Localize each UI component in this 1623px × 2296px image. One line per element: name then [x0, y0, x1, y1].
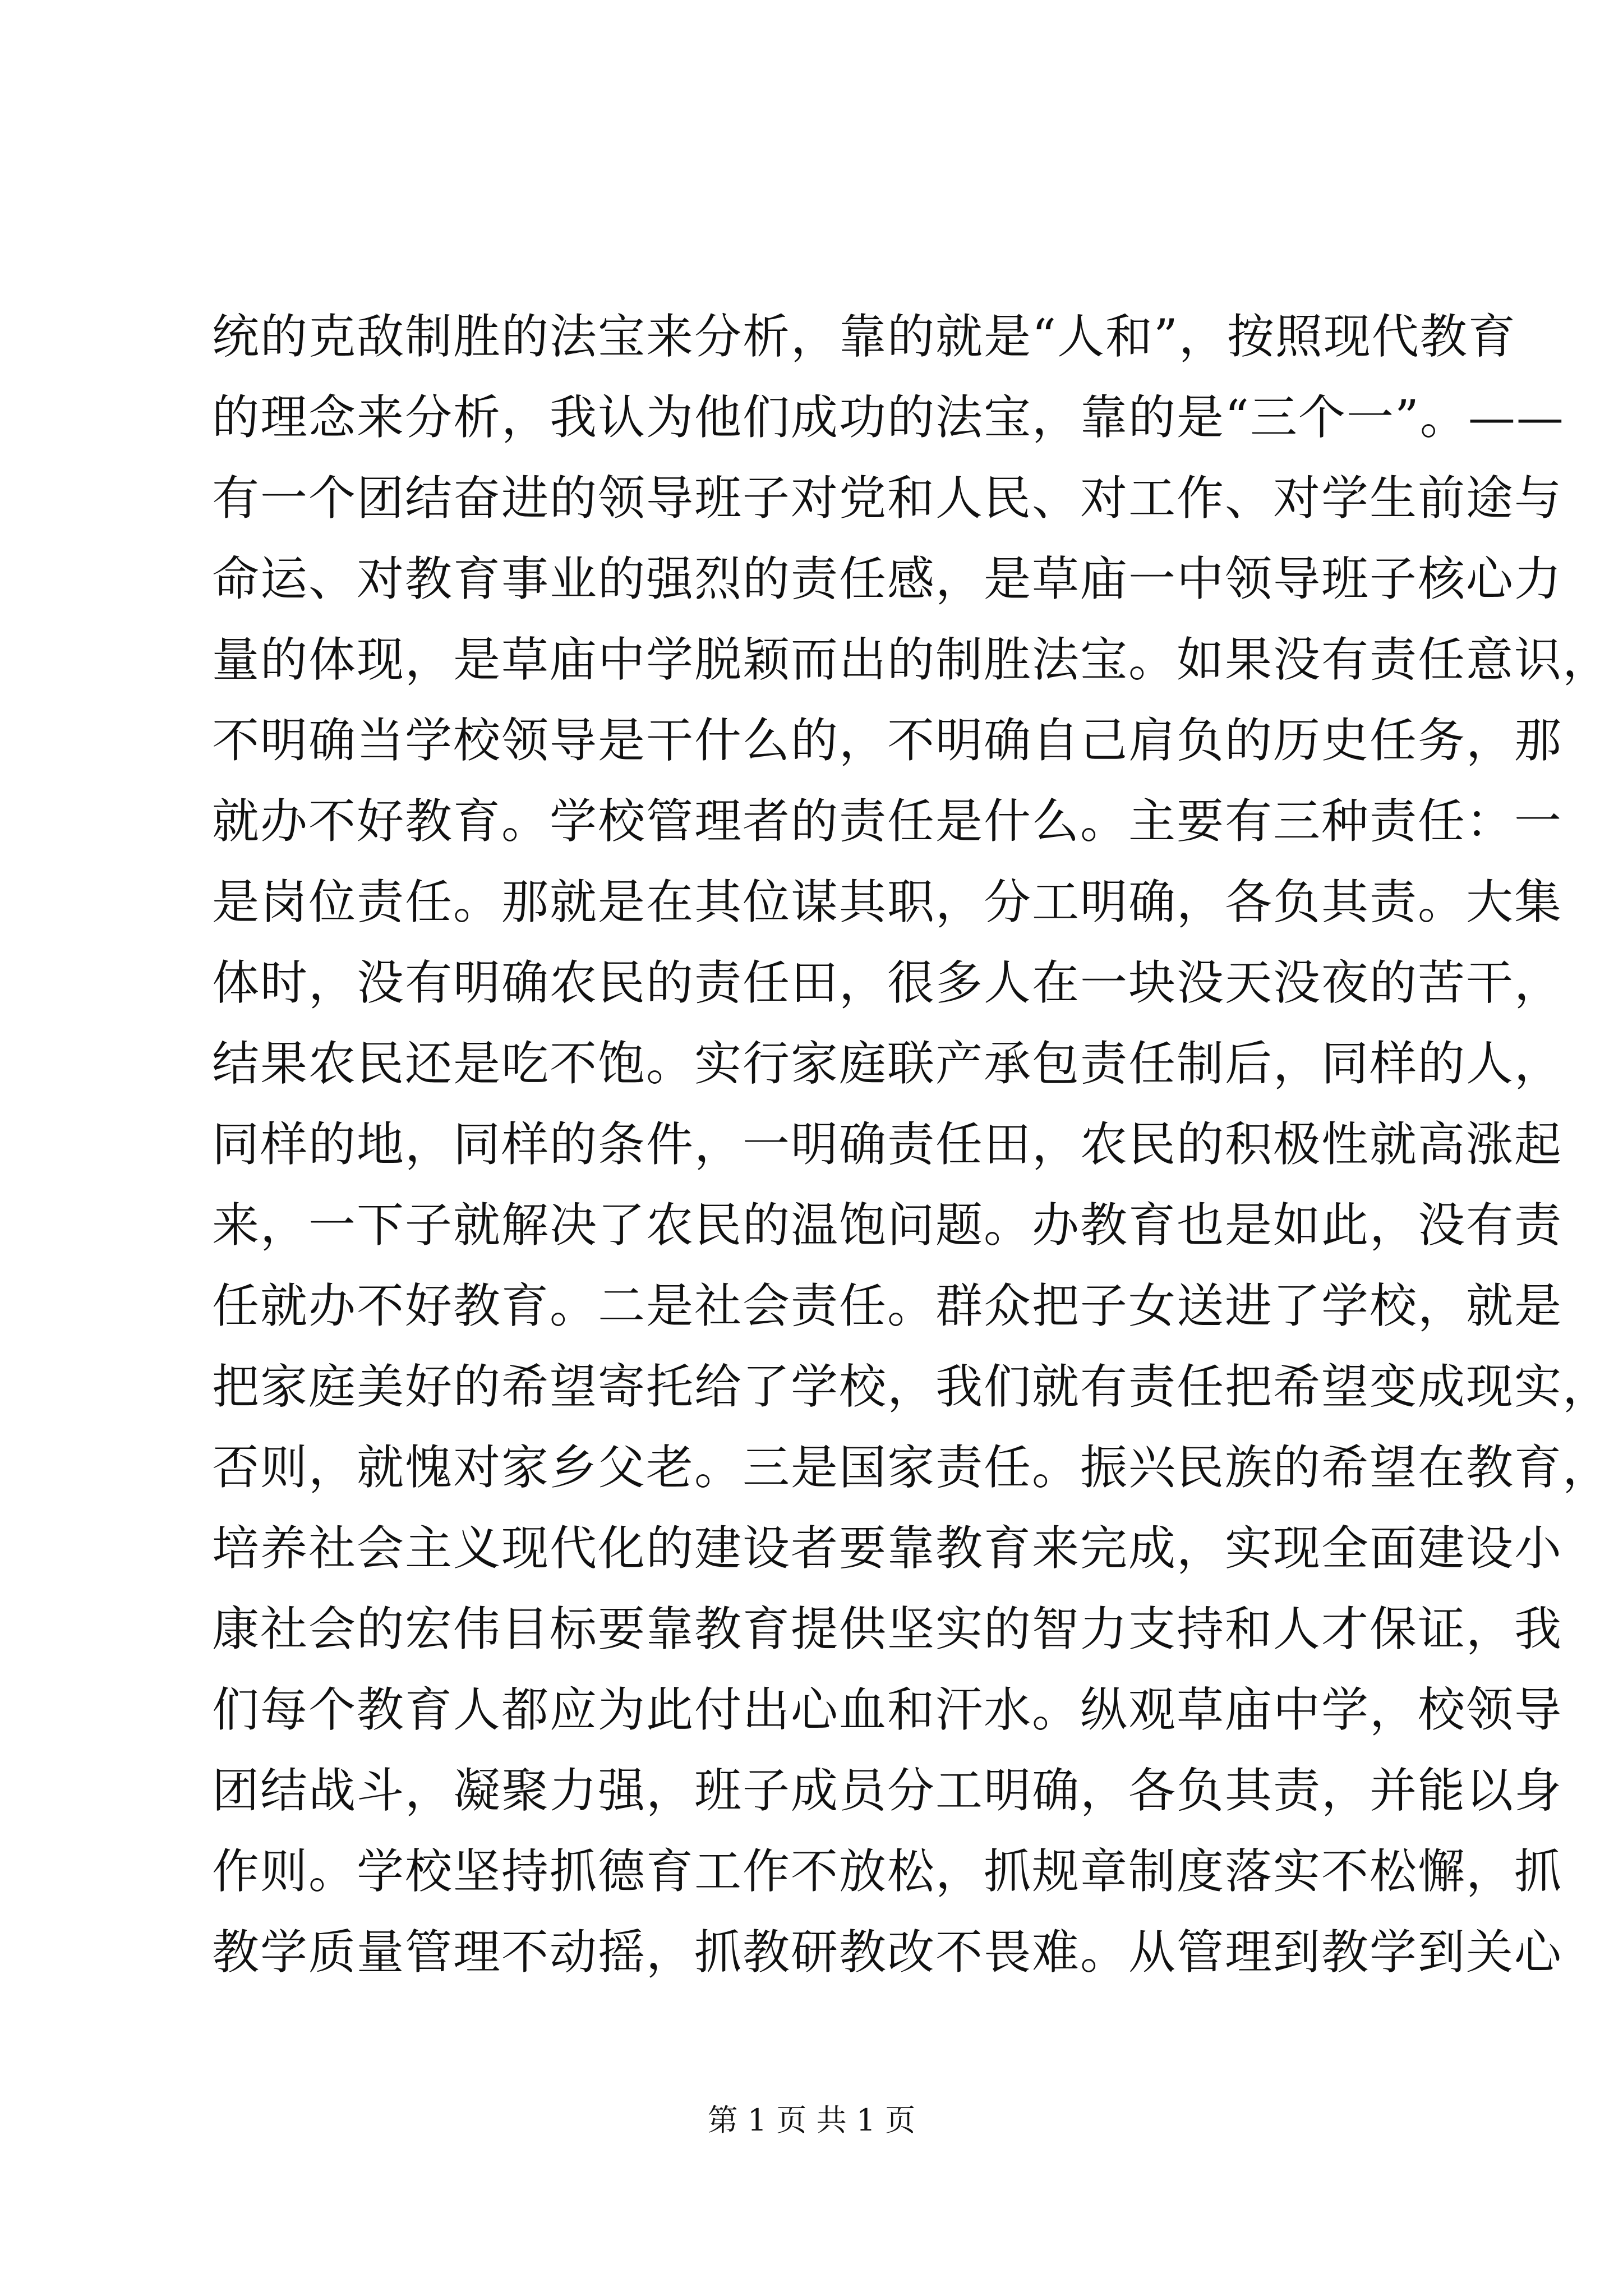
- text-line: 结果农民还是吃不饱。实行家庭联产承包责任制后，同样的人，: [212, 1036, 1563, 1091]
- text-line: 把家庭美好的希望寄托给了学校，我们就有责任把希望变成现实，: [212, 1359, 1611, 1414]
- text-line: 任就办不好教育。二是社会责任。群众把子女送进了学校，就是: [212, 1278, 1563, 1333]
- text-line: 就办不好教育。学校管理者的责任是什么。主要有三种责任：一: [212, 794, 1563, 849]
- text-line: 同样的地，同样的条件，一明确责任田，农民的积极性就高涨起: [212, 1117, 1563, 1172]
- text-line: 是岗位责任。那就是在其位谋其职，分工明确，各负其责。大集: [212, 875, 1563, 930]
- text-line: 否则，就愧对家乡父老。三是国家责任。振兴民族的希望在教育，: [212, 1440, 1611, 1495]
- text-line: 量的体现，是草庙中学脱颖而出的制胜法宝。如果没有责任意识，: [212, 632, 1611, 687]
- page-footer: [0, 2098, 1623, 2143]
- text-line: 培养社会主义现代化的建设者要靠教育来完成，实现全面建设小: [212, 1521, 1563, 1576]
- text-line: 们每个教育人都应为此付出心血和汗水。纵观草庙中学，校领导: [212, 1682, 1563, 1737]
- text-line: 作则。学校坚持抓德育工作不放松，抓规章制度落实不松懈，抓: [212, 1844, 1563, 1899]
- text-line: 有一个团结奋进的领导班子对党和人民、对工作、对学生前途与: [212, 471, 1563, 526]
- text-line: 来，一下子就解决了农民的温饱问题。办教育也是如此，没有责: [212, 1198, 1563, 1253]
- text-line: 命运、对教育事业的强烈的责任感，是草庙一中领导班子核心力: [212, 551, 1563, 606]
- text-line: 体时，没有明确农民的责任田，很多人在一块没天没夜的苦干，: [212, 955, 1563, 1010]
- text-line: 团结战斗，凝聚力强，班子成员分工明确，各负其责，并能以身: [212, 1763, 1563, 1818]
- text-line: 康社会的宏伟目标要靠教育提供坚实的智力支持和人才保证，我: [212, 1602, 1563, 1657]
- text-line: 不明确当学校领导是干什么的，不明确自己肩负的历史任务，那: [212, 713, 1563, 768]
- body-text: [212, 296, 1611, 1993]
- text-line: 统的克敌制胜的法宝来分析，靠的就是“人和”，按照现代教育: [212, 309, 1516, 364]
- text-line: 的理念来分析，我认为他们成功的法宝，靠的是“三个一”。——: [212, 390, 1565, 445]
- text-line: 教学质量管理不动摇，抓教研教改不畏难。从管理到教学到关心: [212, 1925, 1563, 1980]
- page-number-label: 第 1 页 共 1 页: [707, 2102, 916, 2138]
